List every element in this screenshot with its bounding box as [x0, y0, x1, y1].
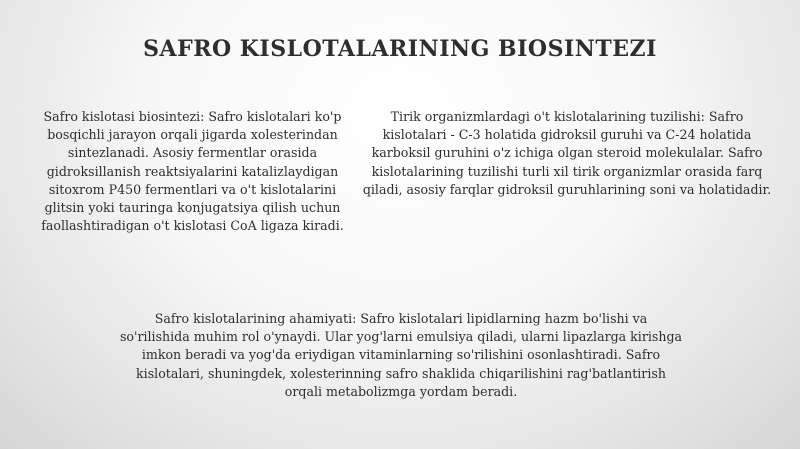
slide-title: SAFRO KISLOTALARINING BIOSINTEZI	[143, 36, 657, 62]
biosynthesis-paragraph: Safro kislotasi biosintezi: Safro kislotalari ko'p bosqichli jarayon orqali jigarda xolesterindan sintezlanadi. Asosiy fermentlar orasida gidroksillanish reaktsiyalarini katalizlaydigan sitoxrom P450 fermentlari va o't kislotalarini glitsin yoki tauringa konjugatsiya qilish uchun faollashtiradigan o't kislotasi CoA ligaza kiradi.	[41, 109, 344, 234]
significance-paragraph: Safro kislotalarining ahamiyati: Safro kislotalari lipidlarning hazm bo'lishi va so'rilishida muhim rol o'ynaydi. Ular yog'larni emulsiya qiladi, ularni lipazlarga kirishga imkon beradi va yog'da eriydigan vitaminlarning so'rilishini osonlashtiradi. Safro kislotalari, shuningdek, xolesterinning safro shaklida chiqarilishini rag'batlantirish orqali metabolizmga yordam beradi.	[119, 311, 683, 399]
structure-paragraph: Tirik organizmlardagi o't kislotalarining tuzilishi: Safro kislotalari - C-3 holatida gidroksil guruhi va C-24 holatida karboksil guruhini o'z ichiga olgan steroid molekulalar. Safro kislotalarining tuzilishi turli xil tirik organizmlar orasida farq qiladi, asosiy farqlar gidroksil guruhlarining soni va holatidadir.	[362, 109, 772, 197]
